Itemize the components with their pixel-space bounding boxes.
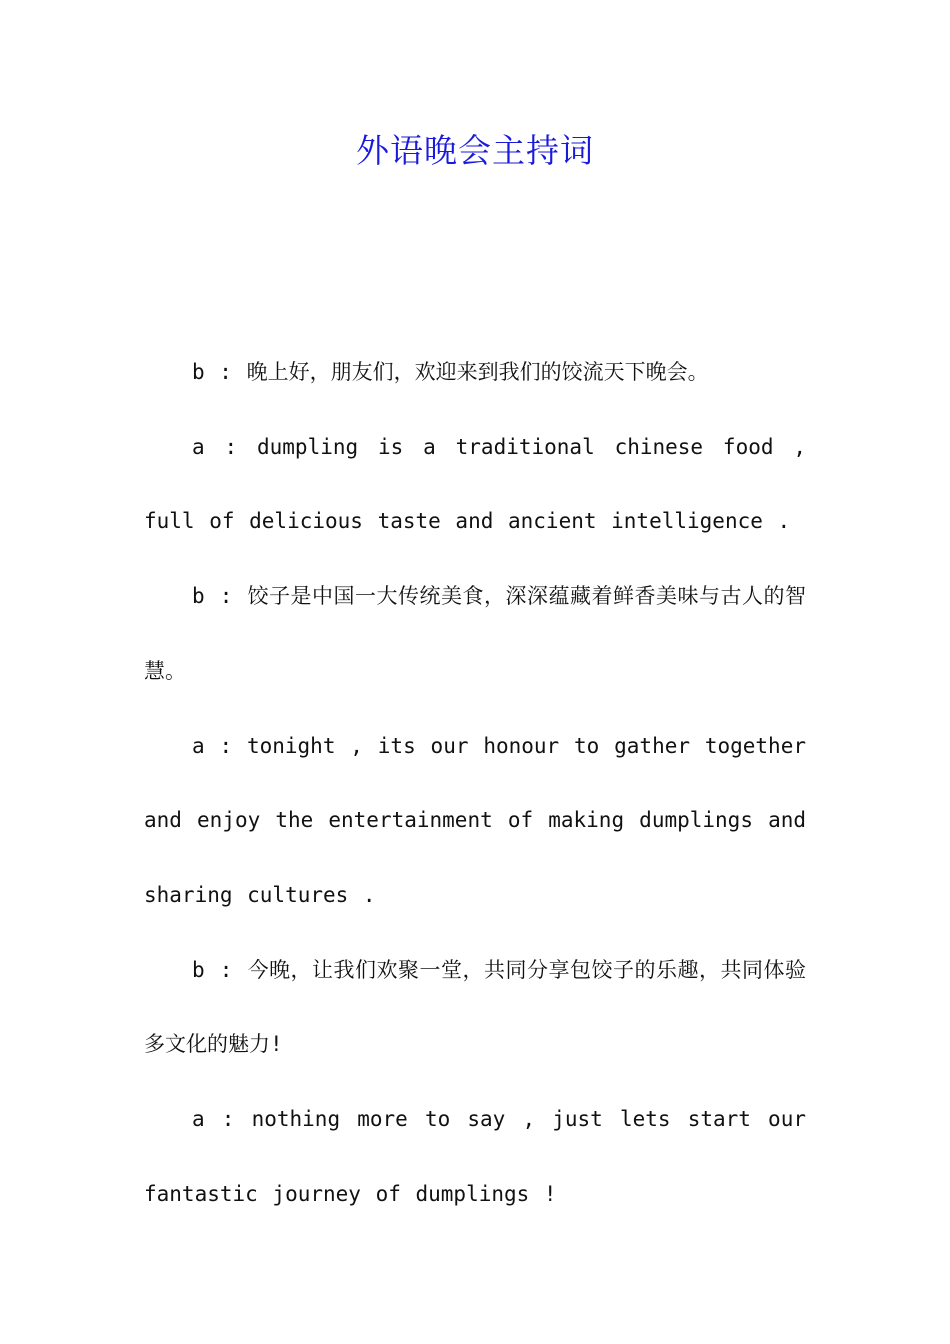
- paragraph-b-dumpling-intro: b : 饺子是中国一大传统美食，深深蕴藏着鲜香美味与古人的智慧。: [144, 584, 806, 683]
- paragraph-b-tonight: b : 今晚，让我们欢聚一堂，共同分享包饺子的乐趣，共同体验多文化的魅力!: [144, 957, 806, 1057]
- paragraph-b-greeting: b : 晚上好，朋友们，欢迎来到我们的饺流天下晚会。: [192, 360, 709, 384]
- paragraph-a-start: a : nothing more to say , just lets start our fantastic journey of dumplings !: [144, 1107, 806, 1206]
- paragraph-a-dumpling-intro: a : dumpling is a traditional chinese food , full of delicious taste and ancient intelligence .: [144, 434, 806, 534]
- paragraph-a-tonight: a : tonight , its our honour to gather together and enjoy the entertainment of making dumplings and sharing cultures .: [144, 733, 806, 907]
- document-body: [144, 335, 806, 1231]
- document-title: 外语晚会主持词: [356, 131, 594, 170]
